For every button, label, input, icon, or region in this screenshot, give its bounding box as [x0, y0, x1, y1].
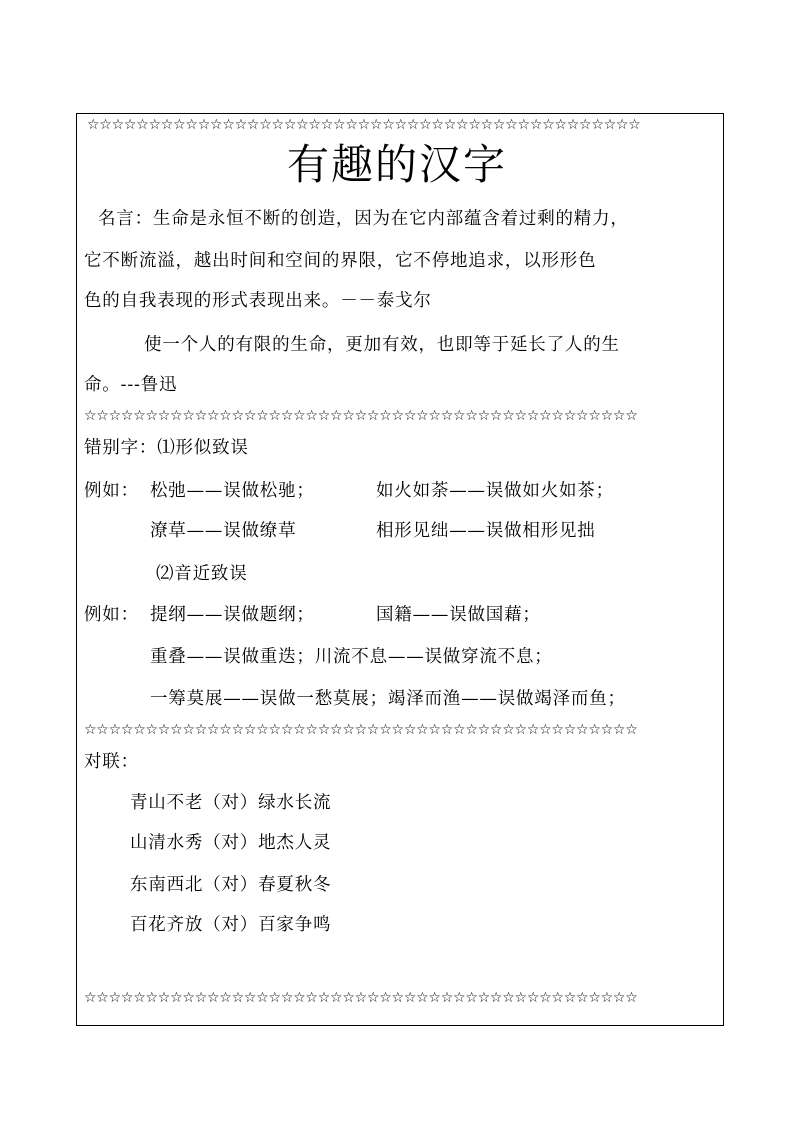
quote-line-1: 名言：生命是永恒不断的创造，因为在它内部蕴含着过剩的精力，	[98, 209, 629, 229]
typo-example: 如火如荼——误做如火如茶；	[376, 481, 614, 501]
typo-example: 潦草——误做缭草	[150, 521, 297, 541]
typos-heading: 错别字：⑴形似致误	[84, 438, 249, 458]
quote-line-5: 命。---鲁迅	[84, 375, 178, 395]
typo-example: 重叠——误做重迭；川流不息——误做穿流不息；	[150, 647, 553, 667]
quote-line-4: 使一个人的有限的生命，更加有效，也即等于延长了人的生	[144, 335, 620, 355]
star-divider-top: ☆☆☆☆☆☆☆☆☆☆☆☆☆☆☆☆☆☆☆☆☆☆☆☆☆☆☆☆☆☆☆☆☆☆☆☆☆☆☆☆☆☆☆☆☆	[87, 117, 641, 133]
couplets-heading: 对联：	[84, 752, 139, 772]
typos-example-prefix: 例如：	[84, 481, 139, 501]
couplet-item: 东南西北（对）春夏秋冬	[130, 875, 332, 895]
typo-example: 提纲——误做题纲；	[150, 605, 315, 625]
typos-subheading: ⑵音近致误	[156, 564, 248, 584]
typos-example-prefix: 例如：	[84, 605, 139, 625]
typo-example: 国籍——误做国藉；	[376, 605, 541, 625]
quote-line-2: 它不断流溢，越出时间和空间的界限，它不停地追求，以形形色	[84, 251, 597, 271]
couplet-item: 百花齐放（对）百家争鸣	[130, 915, 332, 935]
couplet-item: 青山不老（对）绿水长流	[130, 793, 332, 813]
star-divider-bottom: ☆☆☆☆☆☆☆☆☆☆☆☆☆☆☆☆☆☆☆☆☆☆☆☆☆☆☆☆☆☆☆☆☆☆☆☆☆☆☆☆☆☆☆☆☆	[84, 990, 638, 1006]
couplet-item: 山清水秀（对）地杰人灵	[130, 833, 332, 853]
page-title: 有趣的汉字	[286, 140, 507, 189]
typo-example: 松弛——误做松驰；	[150, 481, 315, 501]
star-divider-2: ☆☆☆☆☆☆☆☆☆☆☆☆☆☆☆☆☆☆☆☆☆☆☆☆☆☆☆☆☆☆☆☆☆☆☆☆☆☆☆☆☆☆☆☆☆	[84, 722, 638, 738]
typo-example: 相形见绌——误做相形见拙	[376, 521, 596, 541]
star-divider-1: ☆☆☆☆☆☆☆☆☆☆☆☆☆☆☆☆☆☆☆☆☆☆☆☆☆☆☆☆☆☆☆☆☆☆☆☆☆☆☆☆☆☆☆☆☆	[84, 408, 638, 424]
typo-example: 一筹莫展——误做一愁莫展；竭泽而渔——误做竭泽而鱼；	[150, 689, 626, 709]
quote-line-3: 色的自我表现的形式表现出来。－－泰戈尔	[84, 291, 432, 311]
